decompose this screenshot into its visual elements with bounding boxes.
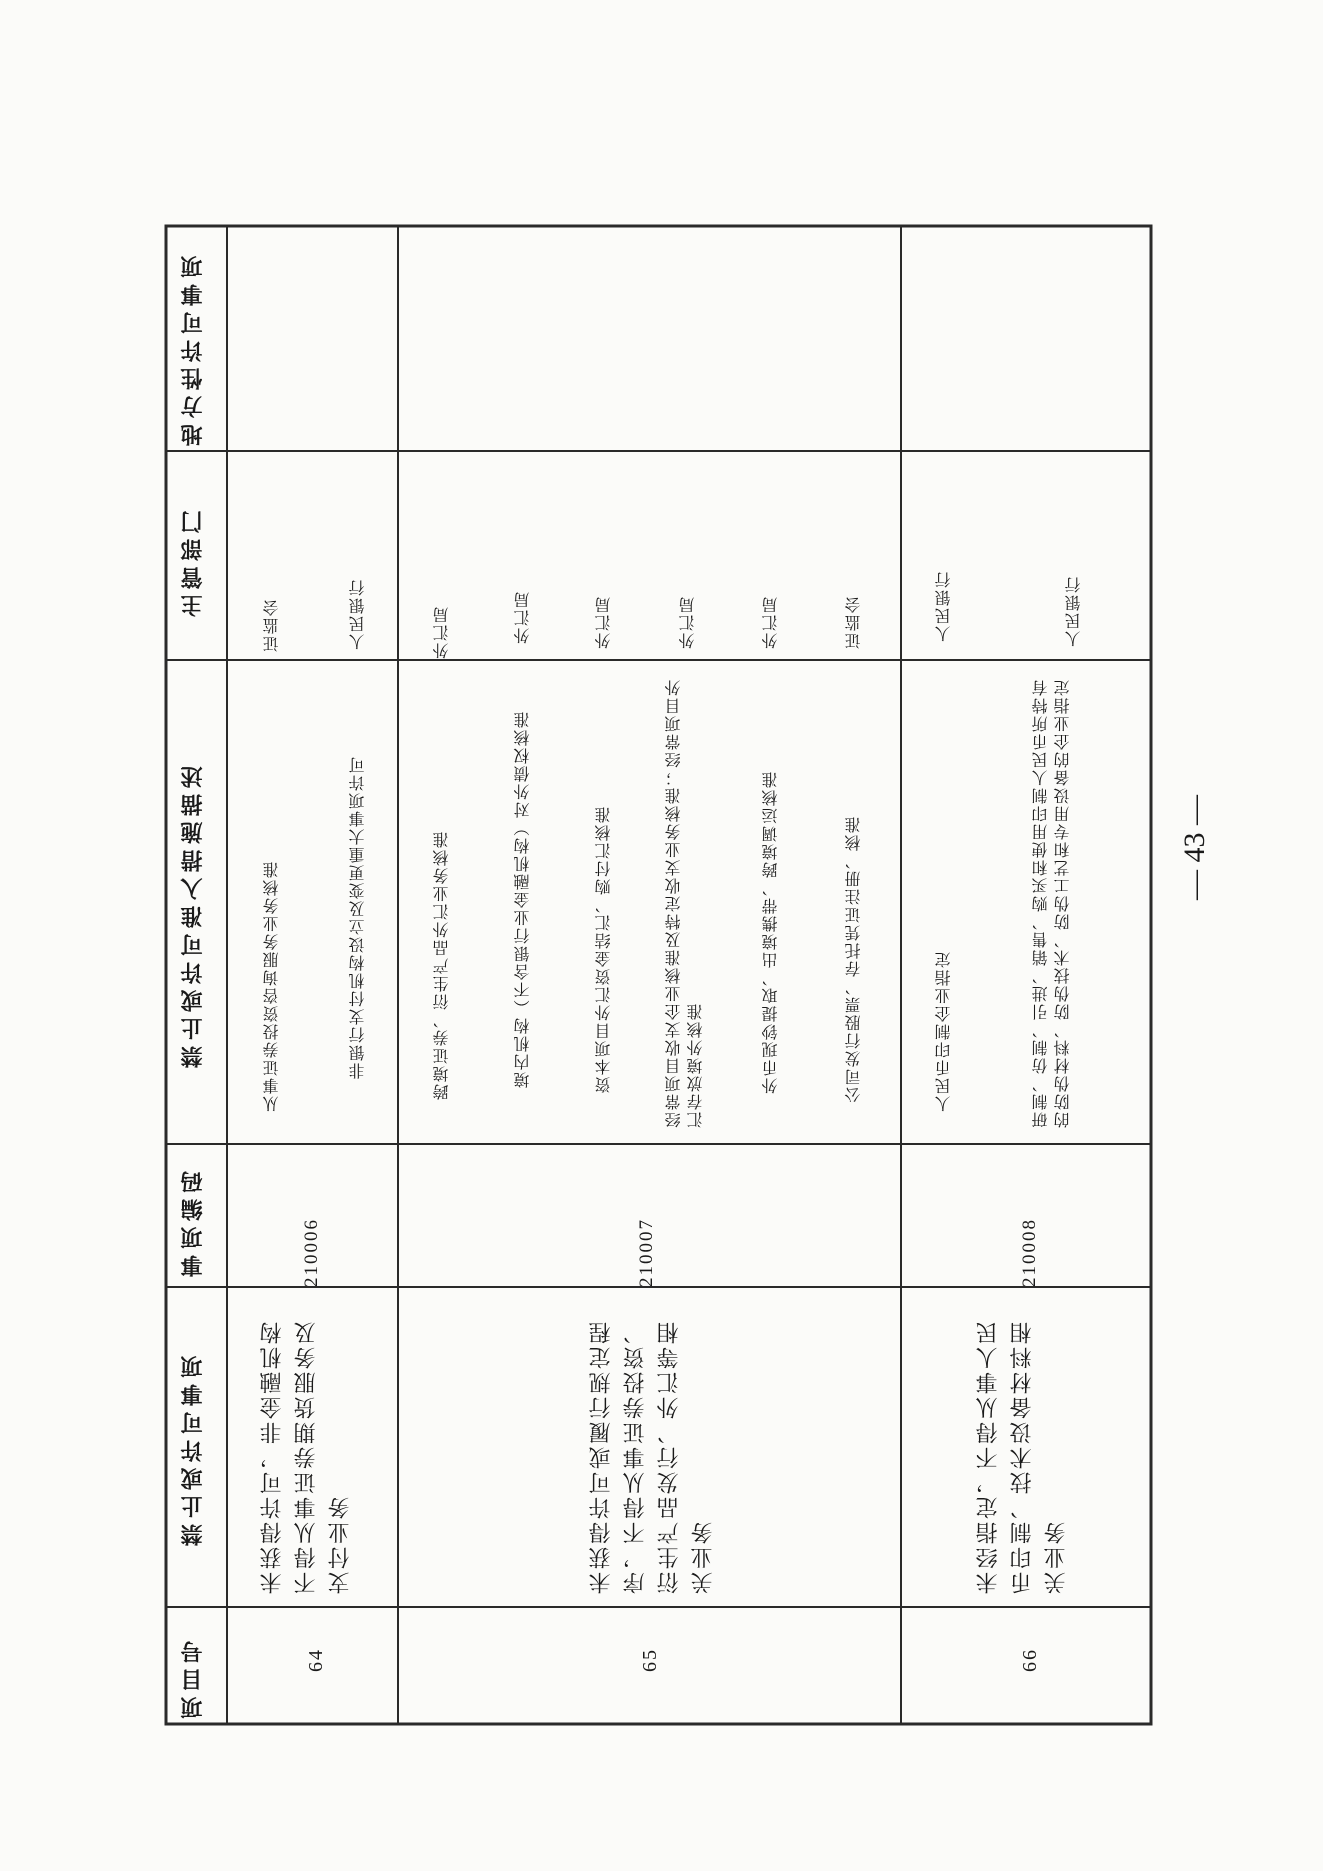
dept-64-2: 人民银行 xyxy=(348,578,367,650)
measure-65-6: 公司发行股票、存托凭证注册、核准 xyxy=(844,815,863,1103)
header-code: 事项编码 xyxy=(180,1165,206,1277)
code-66: 210008 xyxy=(1019,1218,1040,1287)
measure-65-2: 境内机构（不含银行业金融机构）对外债权核准 xyxy=(513,710,532,1088)
header-department: 主管部门 xyxy=(180,505,206,617)
page-number: — 43 — xyxy=(1178,795,1211,900)
item-66: 未经指定，不得从事人民币印制、技术设备材料相关业务 xyxy=(976,1319,1069,1594)
project-no-66: 66 xyxy=(1019,1648,1041,1672)
measure-65-3: 资本项目外汇资金结汇、购付汇核准 xyxy=(594,805,613,1093)
measure-66-1: 人民币印制企业指定 xyxy=(934,950,953,1112)
dept-65-6: 证监会 xyxy=(844,595,863,649)
header-item: 禁止或许可事项 xyxy=(180,1350,206,1546)
measure-65-4: 经常项目收支企业核准及特定收支业务核准；经常项目外汇存放境外核准 xyxy=(664,678,705,1128)
dept-64-1: 证监会 xyxy=(262,598,281,652)
dept-65-4: 外汇局 xyxy=(678,595,697,649)
code-64: 210006 xyxy=(301,1218,322,1287)
project-no-65: 65 xyxy=(639,1648,661,1672)
dept-66-2: 人民银行 xyxy=(1064,575,1083,647)
code-65: 210007 xyxy=(636,1218,657,1287)
dept-65-1: 外汇局 xyxy=(432,605,451,659)
header-measure: 禁止或许可准入措施描述 xyxy=(180,760,206,1068)
project-no-64: 64 xyxy=(305,1648,327,1672)
measure-65-5: 外币现钞提取、出境携带、跨境调运核准 xyxy=(761,770,780,1094)
dept-65-3: 外汇局 xyxy=(594,595,613,649)
measure-64-2: 非银行支付机构设立及变更重大事项许可 xyxy=(348,755,367,1079)
measure-64-1: 从事证券投资咨询服务业务核准 xyxy=(262,860,281,1112)
item-65: 未获得许可或履行规定程序，不得从事证券投资、衍生产品发行、外汇等相关业务 xyxy=(589,1319,716,1594)
dept-66-1: 人民银行 xyxy=(934,570,953,642)
measure-65-1: 跨境证券、衍生产品外汇业务核准 xyxy=(432,830,451,1100)
header-project-no: 项目号 xyxy=(180,1635,206,1719)
item-64: 未获得许可，非金融机构不得从事证券期货服务及支付业务 xyxy=(260,1319,353,1594)
dept-65-5: 外汇局 xyxy=(761,595,780,649)
measure-66-2: 研制、仿制、引进、销售、购买和使用印制人民币所特有的防伪材料、防伪技术、防伪工艺和专用设备的企业指定 xyxy=(1031,678,1072,1128)
dept-65-2: 外汇局 xyxy=(513,590,532,644)
header-local: 地方性许可事项 xyxy=(180,250,206,446)
